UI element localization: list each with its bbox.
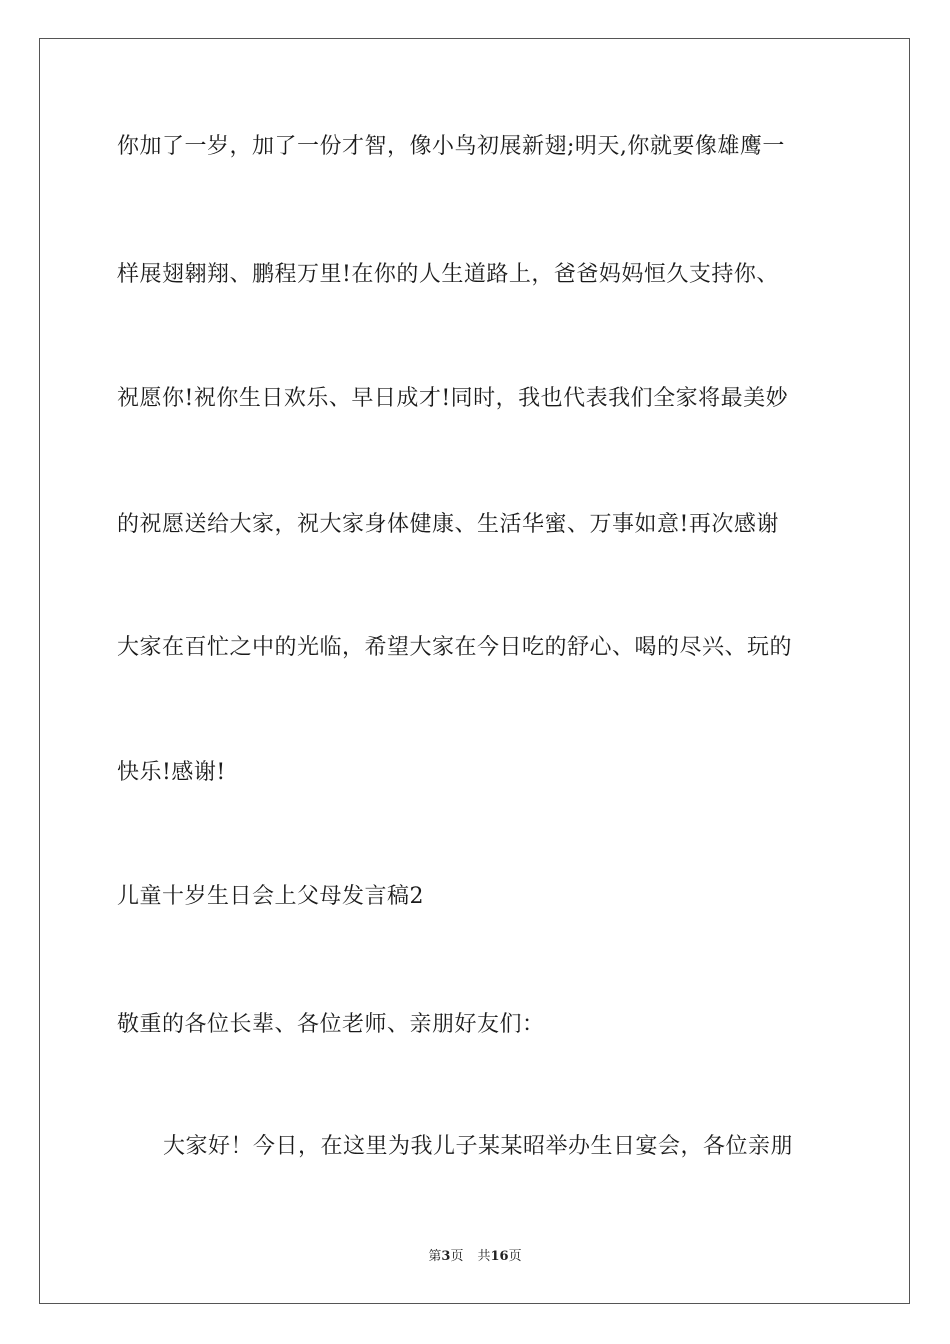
paragraph-line-4: 的祝愿送给大家，祝大家身体健康、生活华蜜、万事如意!再次感谢 — [117, 512, 779, 537]
page-prefix: 第 — [428, 1249, 442, 1264]
current-page-number: 3 — [441, 1249, 451, 1264]
total-page-count: 16 — [490, 1249, 509, 1264]
paragraph-line-1: 你加了一岁，加了一份才智，像小鸟初展新翅;明天,你就要像雄鹰一 — [117, 134, 785, 159]
page-suffix: 页 — [450, 1249, 464, 1264]
page-footer — [0, 1248, 950, 1266]
salutation: 敬重的各位长辈、各位老师、亲朋好友们： — [117, 1012, 545, 1037]
total-prefix: 共 — [477, 1249, 491, 1264]
paragraph-line-2: 样展翅翱翔、鹏程万里!在你的人生道路上，爸爸妈妈恒久支持你、 — [117, 262, 779, 287]
section-heading: 儿童十岁生日会上父母发言稿2 — [117, 884, 424, 909]
paragraph-line-6: 快乐!感谢! — [117, 760, 226, 785]
paragraph-line-3: 祝愿你!祝你生日欢乐、早日成才!同时，我也代表我们全家将最美妙 — [117, 386, 789, 411]
paragraph-line-5: 大家在百忙之中的光临，希望大家在今日吃的舒心、喝的尽兴、玩的 — [117, 635, 793, 660]
page-border — [39, 38, 910, 1304]
total-suffix: 页 — [508, 1249, 522, 1264]
body-paragraph-start: 大家好！今日，在这里为我儿子某某昭举办生日宴会，各位亲朋 — [163, 1134, 794, 1159]
